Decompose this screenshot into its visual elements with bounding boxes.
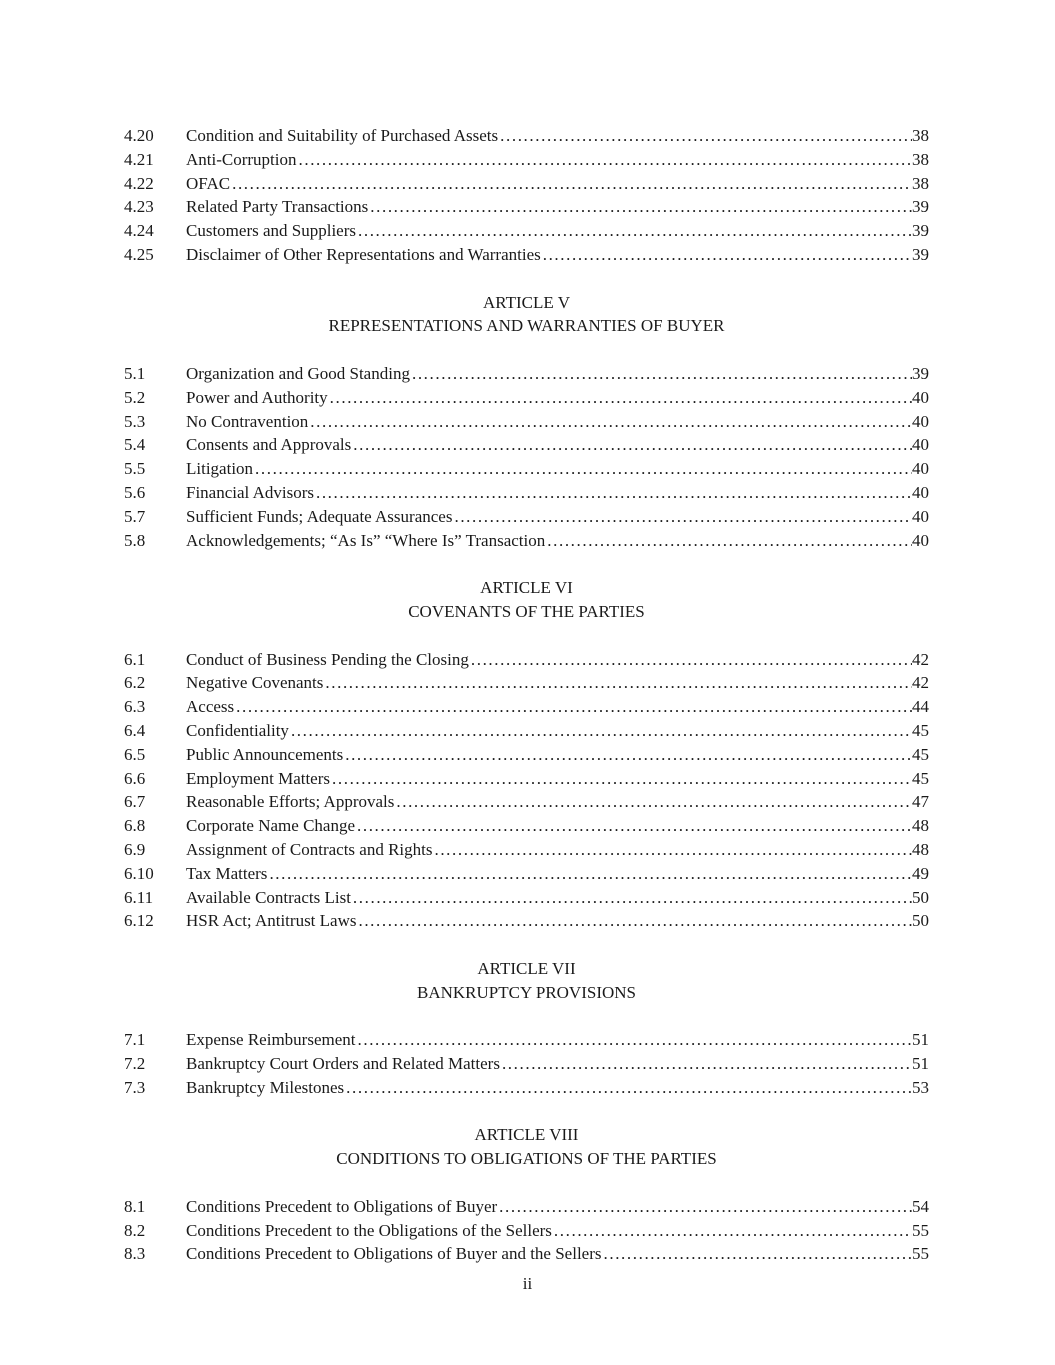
section-number: 4.24	[124, 221, 154, 241]
section-number: 6.4	[124, 720, 146, 740]
entry-title: Confidentiality	[186, 720, 289, 740]
section-number: 6.11	[124, 887, 154, 907]
entry-title: Negative Covenants	[186, 673, 324, 693]
entry-title: Conditions Precedent to Obligations of Buyer and the Sellers	[186, 1244, 602, 1264]
entry-title: Corporate Name Change	[186, 816, 355, 836]
dot-leader	[356, 219, 912, 243]
dot-leader	[308, 410, 912, 434]
section-number: 5.3	[124, 411, 146, 431]
entry-title: Acknowledgements; “As Is” “Where Is” Transaction	[186, 530, 546, 550]
entry-page-number: 38	[912, 149, 929, 169]
toc-entry	[124, 814, 929, 838]
toc-entry	[124, 671, 929, 695]
dot-leader	[344, 1076, 912, 1100]
entry-main	[186, 719, 912, 743]
dot-leader	[289, 719, 912, 743]
entry-list	[124, 648, 929, 934]
toc-entry	[124, 886, 929, 910]
entry-main	[186, 1195, 912, 1219]
entry-page-number: 40	[912, 459, 929, 479]
dot-leader	[602, 1242, 913, 1266]
article-subtitle: BANKRUPTCY PROVISIONS	[417, 982, 636, 1002]
article-title: ARTICLE VII	[477, 958, 576, 978]
toc-entry	[124, 1052, 929, 1076]
dot-leader	[500, 1052, 912, 1076]
dot-leader	[368, 195, 912, 219]
section-number: 6.6	[124, 768, 146, 788]
entry-title: Public Announcements	[186, 744, 344, 764]
section-number: 5.1	[124, 363, 146, 383]
dot-leader	[552, 1219, 912, 1243]
toc-entry	[124, 362, 929, 386]
dot-leader	[351, 433, 912, 457]
entry-title: Consents and Approvals	[186, 435, 352, 455]
entry-page-number: 39	[912, 221, 929, 241]
entry-main	[186, 1028, 912, 1052]
entry-page-number: 45	[912, 720, 929, 740]
dot-leader	[323, 671, 912, 695]
dot-leader	[343, 743, 912, 767]
entry-page-number: 40	[912, 506, 929, 526]
entry-title: No Contravention	[186, 411, 309, 431]
entry-main	[186, 505, 912, 529]
entry-page-number: 55	[912, 1244, 929, 1264]
entry-page-number: 38	[912, 126, 929, 145]
entry-title: Organization and Good Standing	[186, 363, 410, 383]
dot-leader	[253, 457, 912, 481]
dot-leader	[394, 790, 912, 814]
entry-page-number: 40	[912, 482, 929, 502]
section-number: 5.5	[124, 459, 146, 479]
entry-title: Conditions Precedent to the Obligations of the Sellers	[186, 1220, 552, 1240]
entry-title: Tax Matters	[186, 863, 268, 883]
article-subtitle: REPRESENTATIONS AND WARRANTIES OF BUYER	[328, 316, 725, 336]
entry-main	[186, 195, 912, 219]
entry-list	[124, 1195, 929, 1266]
toc-entry	[124, 433, 929, 457]
entry-list	[124, 1028, 929, 1099]
entry-list	[124, 124, 929, 267]
entry-page-number: 51	[912, 1054, 929, 1074]
dot-leader	[541, 243, 912, 267]
entry-title: Assignment of Contracts and Rights	[186, 839, 433, 859]
entry-main	[186, 529, 912, 553]
entry-main	[186, 124, 912, 148]
dot-leader	[497, 1195, 912, 1219]
dot-leader	[356, 1028, 913, 1052]
entry-page-number: 40	[912, 435, 929, 455]
section-number: 8.2	[124, 1220, 146, 1240]
entry-page-number: 48	[912, 816, 929, 836]
entry-main	[186, 1052, 912, 1076]
toc-entry	[124, 172, 929, 196]
section-number: 7.2	[124, 1054, 146, 1074]
entry-main	[186, 148, 912, 172]
dot-leader	[545, 529, 912, 553]
section-number: 6.10	[124, 863, 154, 883]
toc-section	[124, 576, 929, 933]
entry-main	[186, 695, 912, 719]
entry-main	[186, 410, 912, 434]
entry-page-number: 39	[912, 244, 929, 264]
entry-page-number: 50	[912, 911, 929, 931]
section-number: 8.1	[124, 1196, 146, 1216]
entry-title: Conditions Precedent to Obligations of Buyer	[186, 1196, 498, 1216]
dot-leader	[498, 124, 912, 148]
dot-leader	[452, 505, 912, 529]
toc-entry	[124, 743, 929, 767]
section-number: 5.6	[124, 482, 146, 502]
toc-entry	[124, 695, 929, 719]
entry-title: Litigation	[186, 459, 254, 479]
dot-leader	[267, 862, 912, 886]
article-heading	[124, 1123, 929, 1171]
entry-title: Bankruptcy Court Orders and Related Matters	[186, 1054, 500, 1074]
entry-page-number: 48	[912, 839, 929, 859]
toc-entry	[124, 648, 929, 672]
entry-title: Disclaimer of Other Representations and Warranties	[186, 244, 541, 264]
toc-entry	[124, 909, 929, 933]
entry-main	[186, 1219, 912, 1243]
section-number: 6.8	[124, 816, 146, 836]
entry-page-number: 44	[912, 697, 929, 717]
toc-entry	[124, 1219, 929, 1243]
toc-section	[124, 124, 929, 267]
toc-entry	[124, 505, 929, 529]
article-subtitle: CONDITIONS TO OBLIGATIONS OF THE PARTIES	[336, 1149, 717, 1169]
toc-entry	[124, 124, 929, 148]
dot-leader	[469, 648, 912, 672]
toc-entry	[124, 1028, 929, 1052]
toc-entry	[124, 529, 929, 553]
entry-title: Conduct of Business Pending the Closing	[186, 649, 469, 669]
dot-leader	[330, 767, 912, 791]
entry-page-number: 45	[912, 768, 929, 788]
section-number: 6.9	[124, 839, 146, 859]
dot-leader	[314, 481, 912, 505]
toc-entry	[124, 386, 929, 410]
dot-leader	[355, 814, 912, 838]
section-number: 8.3	[124, 1244, 146, 1264]
entry-page-number: 39	[912, 197, 929, 217]
article-title: ARTICLE VI	[480, 578, 573, 598]
entry-page-number: 51	[912, 1030, 929, 1050]
entry-title: Financial Advisors	[186, 482, 314, 502]
entry-title: Related Party Transactions	[186, 197, 369, 217]
article-title: ARTICLE VIII	[474, 1125, 579, 1145]
entry-page-number: 40	[912, 387, 929, 407]
entry-main	[186, 814, 912, 838]
entry-main	[186, 1076, 912, 1100]
section-number: 7.3	[124, 1077, 146, 1097]
article-title: ARTICLE V	[483, 292, 570, 312]
toc-entry	[124, 1195, 929, 1219]
article-heading	[124, 576, 929, 624]
entry-page-number: 40	[912, 530, 929, 550]
section-number: 6.5	[124, 744, 146, 764]
section-number: 5.2	[124, 387, 146, 407]
entry-main	[186, 243, 912, 267]
entry-page-number: 45	[912, 744, 929, 764]
page-number: ii	[522, 1274, 533, 1293]
toc-section	[124, 291, 929, 553]
entry-page-number: 50	[912, 887, 929, 907]
entry-title: Condition and Suitability of Purchased Assets	[186, 126, 499, 145]
entry-title: Available Contracts List	[186, 887, 351, 907]
entry-page-number: 55	[912, 1220, 929, 1240]
dot-leader	[410, 362, 912, 386]
entry-list	[124, 362, 929, 552]
entry-title: Employment Matters	[186, 768, 331, 788]
entry-title: Bankruptcy Milestones	[186, 1077, 345, 1097]
dot-leader	[356, 909, 912, 933]
entry-main	[186, 909, 912, 933]
dot-leader	[234, 695, 912, 719]
article-heading	[124, 291, 929, 339]
dot-leader	[432, 838, 912, 862]
toc-entry	[124, 862, 929, 886]
entry-main	[186, 862, 912, 886]
toc-entry	[124, 410, 929, 434]
entry-title: Anti-Corruption	[186, 149, 297, 169]
article-subtitle: COVENANTS OF THE PARTIES	[408, 601, 645, 621]
entry-title: Reasonable Efforts; Approvals	[186, 792, 395, 812]
entry-main	[186, 838, 912, 862]
entry-main	[186, 219, 912, 243]
entry-page-number: 42	[912, 649, 929, 669]
dot-leader	[297, 148, 913, 172]
dot-leader	[230, 172, 912, 196]
entry-main	[186, 743, 912, 767]
section-number: 6.7	[124, 792, 146, 812]
toc-entry	[124, 243, 929, 267]
section-number: 4.21	[124, 149, 154, 169]
section-number: 5.4	[124, 435, 146, 455]
section-number: 4.23	[124, 197, 154, 217]
toc-entry	[124, 219, 929, 243]
section-number: 6.3	[124, 697, 146, 717]
entry-title: HSR Act; Antitrust Laws	[186, 911, 357, 931]
section-number: 6.12	[124, 911, 154, 931]
entry-main	[186, 767, 912, 791]
entry-main	[186, 1242, 912, 1266]
dot-leader	[328, 386, 912, 410]
toc-entry	[124, 719, 929, 743]
entry-title: Power and Authority	[186, 387, 328, 407]
toc-entry	[124, 195, 929, 219]
entry-main	[186, 886, 912, 910]
toc-section	[124, 1123, 929, 1266]
entry-main	[186, 362, 912, 386]
article-heading	[124, 957, 929, 1005]
entry-main	[186, 790, 912, 814]
table-of-contents	[124, 124, 929, 1266]
entry-page-number: 47	[912, 792, 929, 812]
entry-main	[186, 433, 912, 457]
entry-title: Sufficient Funds; Adequate Assurances	[186, 506, 453, 526]
entry-main	[186, 386, 912, 410]
toc-section	[124, 957, 929, 1100]
entry-title: Access	[186, 697, 235, 717]
entry-main	[186, 671, 912, 695]
entry-page-number: 53	[912, 1077, 929, 1097]
toc-entry	[124, 1242, 929, 1266]
toc-entry	[124, 790, 929, 814]
section-number: 5.8	[124, 530, 146, 550]
section-number: 4.22	[124, 173, 154, 193]
toc-entry	[124, 767, 929, 791]
entry-page-number: 42	[912, 673, 929, 693]
entry-page-number: 39	[912, 363, 929, 383]
toc-entry	[124, 1076, 929, 1100]
entry-main	[186, 481, 912, 505]
section-number: 4.25	[124, 244, 154, 264]
section-number: 6.1	[124, 649, 146, 669]
section-number: 4.20	[124, 126, 154, 145]
entry-title: OFAC	[186, 173, 231, 193]
entry-main	[186, 457, 912, 481]
entry-page-number: 54	[912, 1196, 929, 1216]
page-footer	[0, 1272, 1055, 1296]
entry-main	[186, 648, 912, 672]
toc-entry	[124, 838, 929, 862]
section-number: 5.7	[124, 506, 146, 526]
entry-main	[186, 172, 912, 196]
dot-leader	[351, 886, 912, 910]
entry-page-number: 40	[912, 411, 929, 431]
section-number: 7.1	[124, 1030, 146, 1050]
entry-page-number: 49	[912, 863, 929, 883]
toc-entry	[124, 457, 929, 481]
entry-page-number: 38	[912, 173, 929, 193]
entry-title: Customers and Suppliers	[186, 221, 356, 241]
entry-title: Expense Reimbursement	[186, 1030, 356, 1050]
section-number: 6.2	[124, 673, 146, 693]
toc-entry	[124, 148, 929, 172]
toc-entry	[124, 481, 929, 505]
